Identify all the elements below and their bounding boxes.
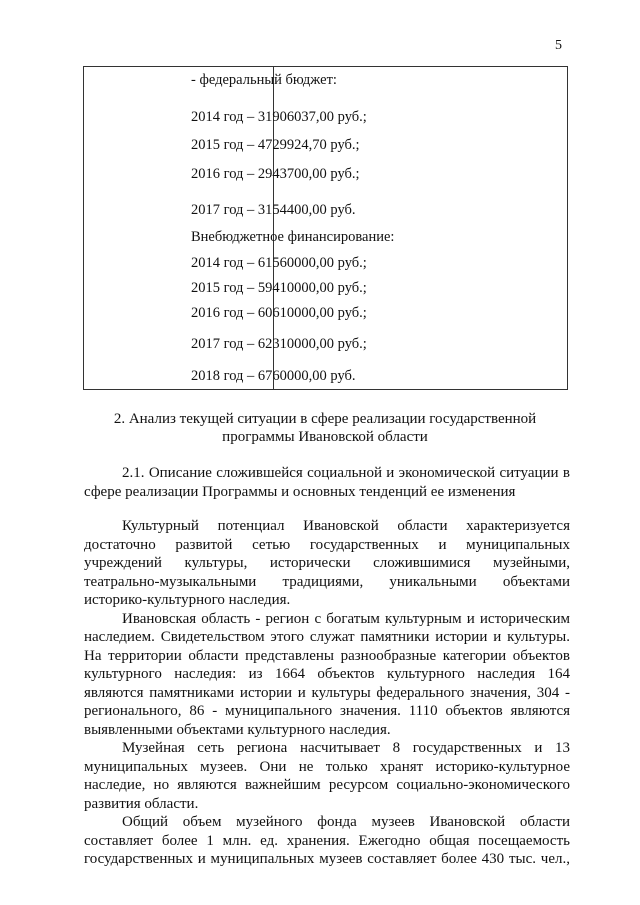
budget-line-federal-2017: 2017 год – 3154400,00 руб. xyxy=(191,202,356,218)
page-number: 5 xyxy=(555,38,562,53)
paragraph-line: составляет более 1 млн. ед. хранения. Ежегодно общая посещаемость xyxy=(84,832,570,849)
paragraph-cultural-potential xyxy=(84,517,570,610)
budget-line-federal-2015: 2015 год – 4729924,70 руб.; xyxy=(191,137,360,153)
paragraph-line: Музейная сеть региона насчитывает 8 государственных и 13 xyxy=(122,740,570,756)
paragraph-line: являются памятниками истории и культуры федерального значения, 304 - xyxy=(84,684,570,701)
paragraph-line: развития области. xyxy=(84,795,199,812)
budget-line-extrabudget-2015: 2015 год – 59410000,00 руб.; xyxy=(191,280,367,296)
subsection-heading xyxy=(84,464,570,501)
subsection-heading-line1: 2.1. Описание сложившейся социальной и экономической ситуации в xyxy=(122,465,570,481)
paragraph-line: Общий объем музейного фонда музеев Ивановской области xyxy=(122,814,570,830)
paragraph-line: регионального, 86 - муниципального значения. 1110 объектов являются xyxy=(84,703,570,719)
budget-line-extrabudget-2016: 2016 год – 60610000,00 руб.; xyxy=(191,305,367,321)
budget-line-extrabudget-2014: 2014 год – 61560000,00 руб.; xyxy=(191,255,367,271)
paragraph-line: учреждений культуры, исторически сложившимися музейными, xyxy=(84,555,570,571)
paragraph-museum-fund xyxy=(84,813,570,869)
paragraph-line: историко-культурного наследия. xyxy=(84,592,291,608)
budget-line-federal-2014: 2014 год – 31906037,00 руб.; xyxy=(191,109,367,125)
paragraph-line: муниципальных музеев. Они не только хранят историко-культурное xyxy=(84,758,570,775)
paragraph-line: На территории области представлены разнообразные категории объектов xyxy=(84,647,570,664)
paragraph-line: наследие, но являются важнейшим ресурсом социально-экономического xyxy=(84,777,570,793)
budget-line-federal-2016: 2016 год – 2943700,00 руб.; xyxy=(191,166,360,182)
paragraph-heritage xyxy=(84,610,570,740)
paragraph-line: культурного наследия: из 1664 объектов культурного наследия 164 xyxy=(84,666,570,682)
budget-line-federal-header: - федеральный бюджет: xyxy=(191,72,337,88)
paragraph-line: Ивановская область - регион с богатым культурным и историческим xyxy=(122,610,570,627)
paragraph-museum-network xyxy=(84,739,570,813)
budget-line-extrabudget-2018: 2018 год – 6760000,00 руб. xyxy=(191,368,356,384)
paragraph-line: выявленными объектами культурного наследия. xyxy=(84,721,391,738)
section-heading-line2: программы Ивановской области xyxy=(222,429,428,445)
section-heading-line1: 2. Анализ текущей ситуации в сфере реализации государственной xyxy=(113,411,537,427)
paragraph-line: наследием. Свидетельством этого служат памятники истории и культуры. xyxy=(84,629,570,645)
paragraph-line: государственных и муниципальных музеев составляет более 430 тыс. чел., xyxy=(84,851,570,867)
paragraph-line: достаточно развитой сетью государственных и муниципальных xyxy=(84,536,570,553)
paragraph-line: Культурный потенциал Ивановской области характеризуется xyxy=(122,518,570,534)
budget-line-extrabudget-2017: 2017 год – 62310000,00 руб.; xyxy=(191,336,367,352)
subsection-heading-line2: сфере реализации Программы и основных тенденций ее изменения xyxy=(84,483,516,500)
section-heading xyxy=(80,410,570,446)
budget-line-extrabudget-header: Внебюджетное финансирование: xyxy=(191,229,395,245)
paragraph-line: театрально-музыкальными традициями, уникальными объектами xyxy=(84,573,570,590)
